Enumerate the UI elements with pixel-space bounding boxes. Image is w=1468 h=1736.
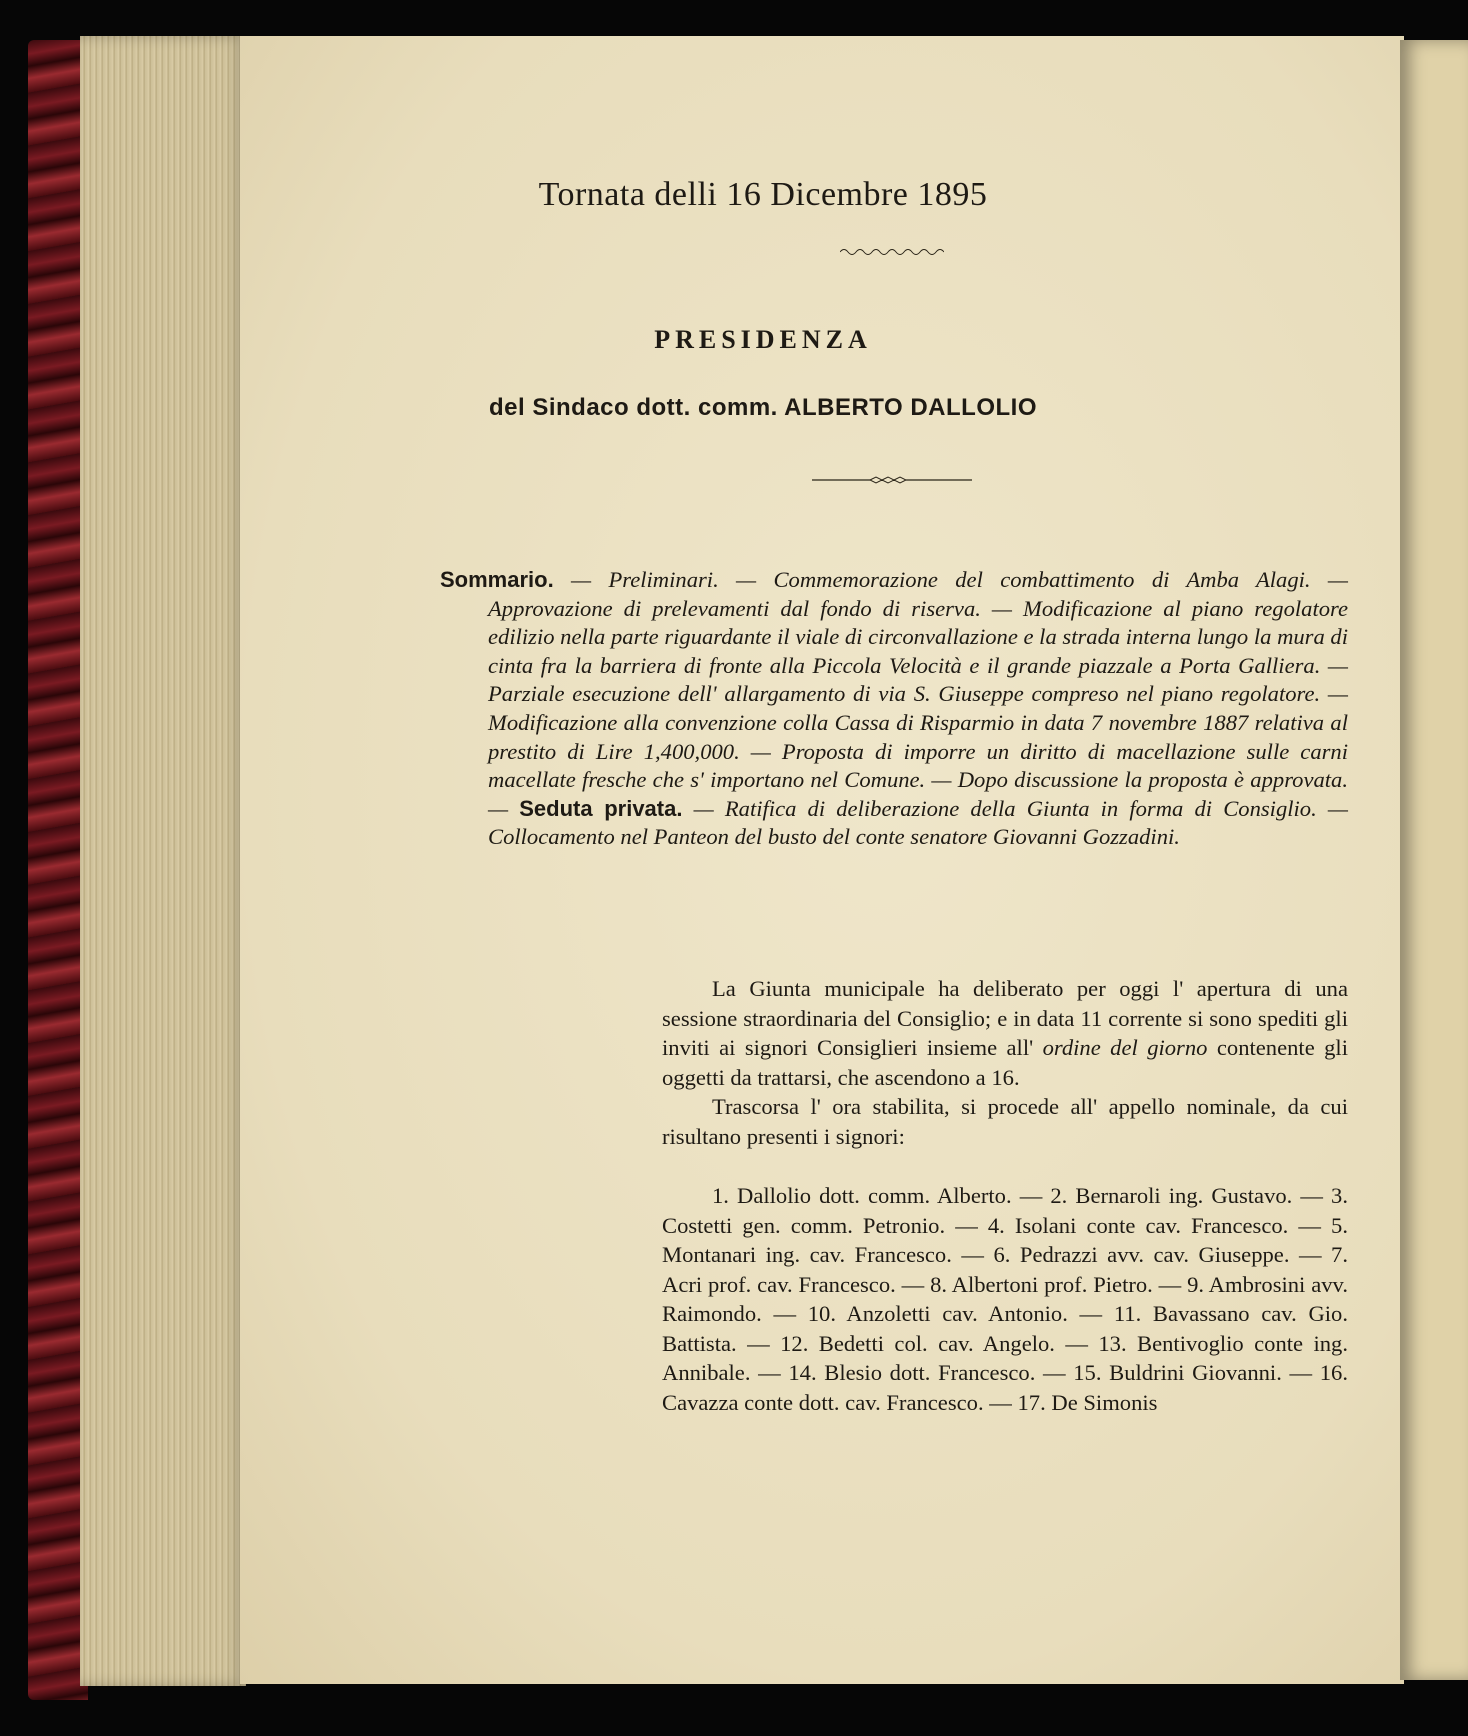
- paragraph-giunta-part2: contenente gli oggetti da trattarsi, che ascendono a 16.: [662, 1035, 1348, 1090]
- summary-paragraph: [440, 566, 1348, 852]
- paragraph-appello: Trascorsa l' ora stabilita, si procede all' appello nominale, da cui risultano presenti i signori:: [662, 1094, 1348, 1149]
- seduta-privata-label: Seduta privata.: [519, 795, 683, 821]
- book-page: [240, 36, 1404, 1684]
- page-edges: [80, 36, 246, 1686]
- body-text: [662, 974, 1348, 1417]
- summary-label: Sommario.: [440, 567, 554, 592]
- wavy-ornament: [840, 247, 944, 257]
- session-title: Tornata delli 16 Dicembre 1895: [538, 176, 988, 213]
- ornamental-divider: [812, 474, 972, 486]
- paragraph-giunta: [662, 974, 1348, 1092]
- presidenza-heading: PRESIDENZA: [654, 325, 872, 354]
- summary-text-part2: — Ratifica di deliberazione della Giunta in forma di Consiglio. — Collocamento nel Panteon del busto del conte senatore Giovanni Gozzadini.: [488, 795, 1348, 850]
- paragraph-giunta-part1: La Giunta municipale ha deliberato per oggi l' apertura di una sessione straordinaria del Consiglio; e in data 11 corrente si sono spediti gli inviti ai signori Consiglieri insieme all': [662, 976, 1348, 1060]
- next-page-edge: [1400, 40, 1468, 1680]
- ordine-del-giorno: ordine del giorno: [1042, 1035, 1208, 1060]
- sindaco-line: del Sindaco dott. comm. ALBERTO DALLOLIO: [488, 394, 1037, 421]
- summary-text-part1: — Preliminari. — Commemorazione del combattimento di Amba Alagi. — Approvazione di prelevamenti dal fondo di riserva. — Modificazione al piano regolatore edilizio nella parte riguardante il viale di circonvallazione e la strada interna lungo la mura di cinta fra la barriera di fronte alla Piccola Velocità e il grande piazzale a Porta Galliera. — Parziale esecuzione dell' allargamento di via S. Giuseppe compreso nel piano regolatore. — Modificazione alla convenzione colla Cassa di Risparmio in data 7 novembre 1887 relativa al prestito di Lire 1,400,000. — Proposta di imporre un diritto di macellazione sulle carni macellate fresche che s' importano nel Comune. — Dopo discussione la proposta è approvata. —: [488, 567, 1348, 821]
- book-cover: [28, 40, 88, 1700]
- paragraph-presenti: 1. Dallolio dott. comm. Alberto. — 2. Bernaroli ing. Gustavo. — 3. Costetti gen. comm. Petronio. — 4. Isolani conte cav. Francesco. — 5. Montanari ing. cav. Francesco. — 6. Pedrazzi avv. cav. Giuseppe. — 7. Acri prof. cav. Francesco. — 8. Albertoni prof. Pietro. — 9. Ambrosini avv. Raimondo. — 10. Anzoletti cav. Antonio. — 11. Bavassano cav. Gio. Battista. — 12. Bedetti col. cav. Angelo. — 13. Bentivoglio conte ing. Annibale. — 14. Blesio dott. Francesco. — 15. Buldrini Giovanni. — 16. Cavazza conte dott. cav. Francesco. — 17. De Simonis: [662, 1183, 1348, 1415]
